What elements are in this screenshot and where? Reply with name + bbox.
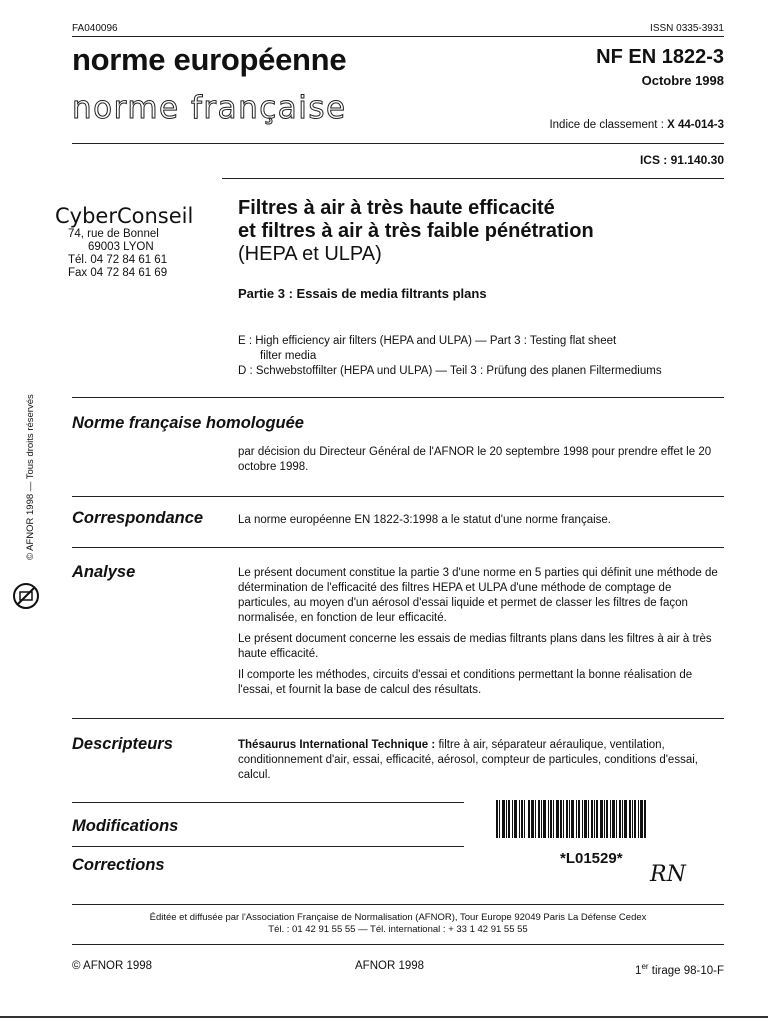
title-french: norme française <box>72 90 347 126</box>
barcode-text: *L01529* <box>560 850 623 867</box>
text-homologuee: par décision du Directeur Général de l'AFNOR le 20 septembre 1998 pour prendre effet le 20 octobre 1998. <box>238 446 712 473</box>
analyse-paragraph-2: Le présent document concerne les essais de medias filtrants plans dans les filtres à air à très haute efficacité. <box>238 633 712 660</box>
publication-date: Octobre 1998 <box>641 73 724 88</box>
publisher-line-1: Éditée et diffusée par l'Association Française de Normalisation (AFNOR), Tour Europe 92049 Paris La Défense Cedex <box>149 912 647 923</box>
text-analyse <box>238 566 726 704</box>
translation-en-1: E : High efficiency air filters (HEPA and ULPA) — Part 3 : Testing flat sheet <box>238 335 617 347</box>
footer-print-run <box>635 959 724 979</box>
standard-number: NF EN 1822-3 <box>596 46 724 68</box>
ics-code: ICS : 91.140.30 <box>639 153 724 167</box>
document-title <box>238 197 738 266</box>
stamp-street: 74, rue de Bonnel <box>68 228 159 240</box>
section-rule-1 <box>72 397 724 398</box>
section-rule-5 <box>72 802 464 803</box>
translations <box>238 334 738 379</box>
no-copy-icon <box>12 582 40 610</box>
text-descripteurs <box>238 738 726 783</box>
descripteurs-label: Thésaurus International Technique : <box>238 739 436 751</box>
publisher-line-2: Tél. : 01 42 91 55 55 — Tél. international : + 33 1 42 91 55 55 <box>268 924 528 935</box>
title-part: Partie 3 : Essais de media filtrants plans <box>238 286 487 301</box>
footer-rule <box>72 944 724 945</box>
classification-label: Indice de classement : <box>549 119 664 131</box>
distributor-stamp <box>55 204 215 280</box>
section-rule-3 <box>72 547 724 548</box>
stamp-tel: Tél. 04 72 84 61 61 <box>68 254 168 266</box>
translation-de: D : Schwebstoffilter (HEPA und ULPA) — Teil 3 : Prüfung des planen Filtermediums <box>238 365 662 377</box>
analyse-paragraph-3: Il comporte les méthodes, circuits d'essai et conditions permettant la bonne réalisation de l'essai, et fournit la base de calcul des résultats. <box>238 669 693 696</box>
copyright-side-text: © AFNOR 1998 — Tous droits réservés <box>25 394 36 560</box>
doc-code: FA040096 <box>72 23 118 34</box>
title-european: norme européenne <box>72 42 347 77</box>
heading-corrections: Corrections <box>72 856 165 874</box>
stamp-company: CyberConseil <box>55 204 194 228</box>
footer-copyright: © AFNOR 1998 <box>72 960 153 972</box>
title-line-3: (HEPA et ULPA) <box>238 243 382 265</box>
heading-correspondance: Correspondance <box>72 509 204 527</box>
ics-rule <box>222 178 724 179</box>
descripteurs-keywords: filtre à air, séparateur aéraulique, ventilation, conditionnement d'air, essai, efficacité, aérosol, compteur de particules, conditions d'essai, calcul. <box>238 739 698 781</box>
header-rule <box>72 36 724 37</box>
analyse-paragraph-1: Le présent document constitue la partie 3 d'une norme en 5 parties qui définit une méthode de détermination de l'efficacité des filtres HEPA et ULPA d'une méthode de comptage de particules, au moyen d'un aérosol d'essai liquide et permet de classer les filtres de façon normalisée, en fonction de leur efficacité. <box>238 567 718 624</box>
section-rule-4 <box>72 718 724 719</box>
text-correspondance: La norme européenne EN 1822-3:1998 a le statut d'une norme française. <box>238 514 611 526</box>
stamp-city: 69003 LYON <box>88 241 154 253</box>
stamp-fax: Fax 04 72 84 61 69 <box>68 267 168 279</box>
print-run-sup: er <box>641 962 649 971</box>
publisher-info <box>72 912 724 936</box>
header-rule-2 <box>72 143 724 144</box>
handwritten-initials: RN <box>650 862 686 887</box>
heading-analyse: Analyse <box>72 563 136 581</box>
classification-index <box>549 118 724 133</box>
heading-modifications: Modifications <box>72 817 179 835</box>
print-run-number: 1 <box>635 964 642 977</box>
issn: ISSN 0335-3931 <box>650 23 724 34</box>
footer-center: AFNOR 1998 <box>355 960 425 972</box>
translation-en-2: filter media <box>260 350 317 362</box>
print-run-text: tirage 98-10-F <box>648 964 724 977</box>
title-line-1: Filtres à air à très haute efficacité <box>238 197 555 219</box>
title-line-2: et filtres à air à très faible pénétration <box>238 220 594 242</box>
heading-descripteurs: Descripteurs <box>72 735 173 753</box>
scan-edge <box>0 1016 768 1018</box>
section-rule-6 <box>72 846 464 847</box>
publisher-rule <box>72 904 724 905</box>
barcode <box>496 800 646 838</box>
classification-value: X 44-014-3 <box>667 119 724 131</box>
heading-homologuee: Norme française homologuée <box>72 414 304 432</box>
section-rule-2 <box>72 496 724 497</box>
